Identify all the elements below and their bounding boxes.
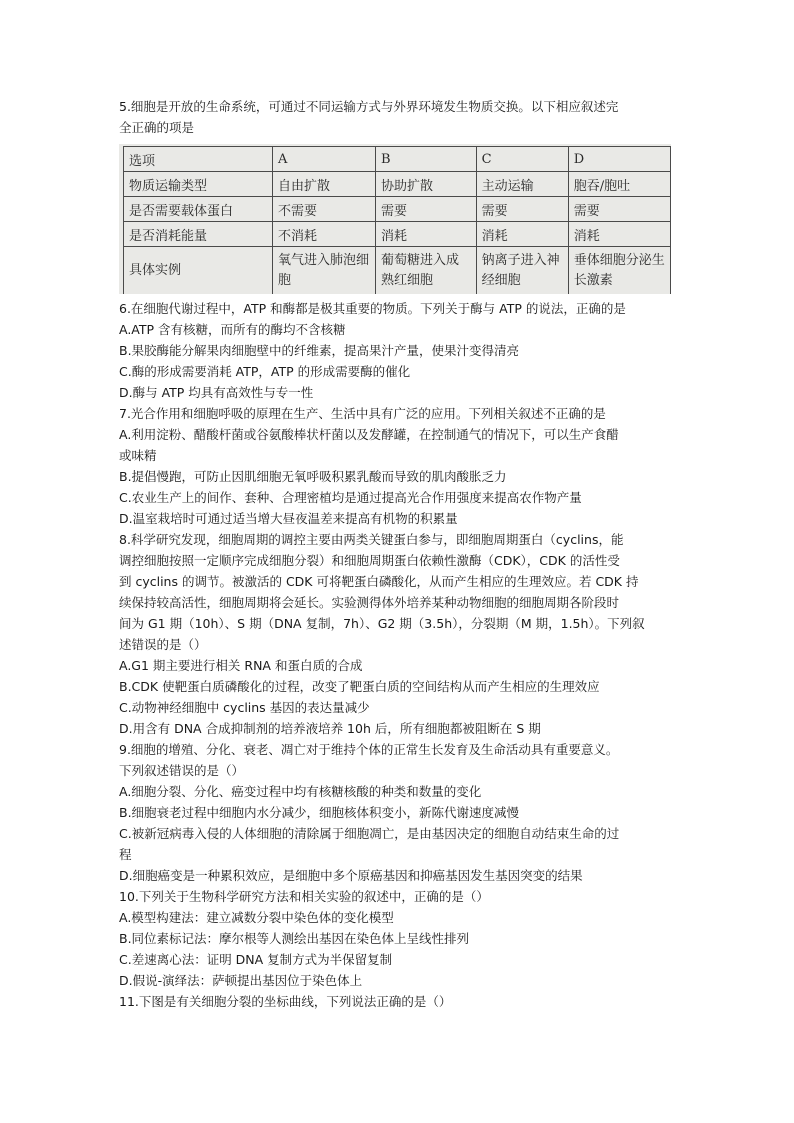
table-cell: 消耗	[376, 222, 477, 247]
text-line: 或味精	[119, 448, 157, 463]
table-cell: 葡萄糖进入成熟红细胞	[376, 247, 477, 295]
text-line: 到 cyclins 的调节。被激活的 CDK 可将靶蛋白磷酸化，从而产生相应的生理效应。若 CDK 持	[119, 574, 639, 589]
text-line: 间为 G1 期（10h）、S 期（DNA 复制，7h）、G2 期（3.5h），分裂期（M 期，1.5h）。下列叙	[119, 616, 645, 631]
text-line: B.细胞衰老过程中细胞内水分减少，细胞核体积变小，新陈代谢速度减慢	[119, 805, 520, 820]
text-line: C.酶的形成需要消耗 ATP，ATP 的形成需要酶的催化	[119, 364, 411, 379]
table-row	[124, 222, 671, 247]
table-cell: 需要	[568, 197, 670, 222]
table-cell: 胞吞/胞吐	[568, 172, 670, 197]
table-header-cell: 选项	[124, 147, 273, 172]
text-line: C.差速离心法：证明 DNA 复制方式为半保留复制	[119, 952, 393, 967]
table-cell: 主动运输	[476, 172, 568, 197]
table-header-cell: D	[568, 147, 670, 172]
text-line: 7.光合作用和细胞呼吸的原理在生产、生活中具有广泛的应用。下列相关叙述不正确的是	[119, 406, 606, 421]
table-cell: 钠离子进入神经细胞	[476, 247, 568, 295]
text-line: 8.科学研究发现，细胞周期的调控主要由两类关键蛋白参与，即细胞周期蛋白（cyclins，能	[119, 532, 624, 547]
table-cell: 不消耗	[273, 222, 376, 247]
document-content	[119, 96, 677, 1012]
table-cell: 需要	[476, 197, 568, 222]
question-5-line-2: 全正确的项是	[119, 120, 195, 135]
text-line: 6.在细胞代谢过程中，ATP 和酶都是极其重要的物质。下列关于酶与 ATP 的说法，正确的是	[119, 301, 626, 316]
table-cell: 氧气进入肺泡细胞	[273, 247, 376, 295]
table-cell: 需要	[376, 197, 477, 222]
table-row	[124, 197, 671, 222]
text-line: C.动物神经细胞中 cyclins 基因的表达量减少	[119, 700, 370, 715]
text-line: A.ATP 含有核糖，而所有的酶均不含核糖	[119, 322, 346, 337]
transport-comparison-table	[123, 146, 671, 294]
text-line: 11.下图是有关细胞分裂的坐标曲线，下列说法正确的是（）	[119, 994, 452, 1009]
table-row	[124, 247, 671, 295]
text-line: C.农业生产上的间作、套种、合理密植均是通过提高光合作用强度来提高农作物产量	[119, 490, 582, 505]
table-header-cell: A	[273, 147, 376, 172]
text-line: A.利用淀粉、醋酸杆菌或谷氨酸棒状杆菌以及发酵罐，在控制通气的情况下，可以生产食醋	[119, 427, 619, 442]
text-line: D.细胞癌变是一种累积效应，是细胞中多个原癌基因和抑癌基因发生基因突变的结果	[119, 868, 583, 883]
table-header-cell: C	[476, 147, 568, 172]
table-cell: 不需要	[273, 197, 376, 222]
text-line: B.CDK 使靶蛋白质磷酸化的过程，改变了靶蛋白质的空间结构从而产生相应的生理效应	[119, 679, 600, 694]
question-text-lines	[119, 298, 677, 1012]
text-line: 10.下列关于生物科学研究方法和相关实验的叙述中，正确的是（）	[119, 889, 489, 904]
text-line: 调控细胞按照一定顺序完成细胞分裂）和细胞周期蛋白依赖性激酶（CDK），CDK 的活性受	[119, 553, 620, 568]
text-line: 程	[119, 847, 132, 862]
question-5-table-photo	[119, 144, 671, 294]
table-cell: 是否需要载体蛋白	[124, 197, 273, 222]
text-line: D.假说-演绎法：萨顿提出基因位于染色体上	[119, 973, 363, 988]
text-line: D.用含有 DNA 合成抑制剂的培养液培养 10h 后，所有细胞都被阻断在 S 期	[119, 721, 541, 736]
table-cell: 协助扩散	[376, 172, 477, 197]
table-cell: 是否消耗能量	[124, 222, 273, 247]
table-cell: 自由扩散	[273, 172, 376, 197]
text-line: B.提倡慢跑，可防止因肌细胞无氧呼吸积累乳酸而导致的肌肉酸胀乏力	[119, 469, 507, 484]
text-line: A.G1 期主要进行相关 RNA 和蛋白质的合成	[119, 658, 363, 673]
table-cell: 具体实例	[124, 247, 273, 295]
table-header-cell: B	[376, 147, 477, 172]
table-row	[124, 172, 671, 197]
text-line: 9.细胞的增殖、分化、衰老、凋亡对于维持个体的正常生长发育及生命活动具有重要意义。	[119, 742, 619, 757]
text-line: B.同位素标记法：摩尔根等人测绘出基因在染色体上呈线性排列	[119, 931, 470, 946]
text-line: 续保持较高活性，细胞周期将会延长。实验测得体外培养某种动物细胞的细胞周期各阶段时	[119, 595, 620, 610]
text-line: 下列叙述错误的是（）	[119, 763, 245, 778]
text-line: B.果胶酶能分解果肉细胞壁中的纤维素，提高果汁产量，使果汁变得清亮	[119, 343, 520, 358]
table-cell: 垂体细胞分泌生长激素	[568, 247, 670, 295]
text-line: C.被新冠病毒入侵的人体细胞的清除属于细胞凋亡，是由基因决定的细胞自动结束生命的过	[119, 826, 620, 841]
text-line: 述错误的是（）	[119, 637, 207, 652]
table-cell: 物质运输类型	[124, 172, 273, 197]
text-line: D.酶与 ATP 均具有高效性与专一性	[119, 385, 314, 400]
text-line: A.细胞分裂、分化、癌变过程中均有核糖核酸的种类和数量的变化	[119, 784, 482, 799]
table-cell: 消耗	[476, 222, 568, 247]
table-header-row	[124, 147, 671, 172]
text-line: D.温室栽培时可通过适当增大昼夜温差来提高有机物的积累量	[119, 511, 458, 526]
question-5-line-1: 5.细胞是开放的生命系统，可通过不同运输方式与外界环境发生物质交换。以下相应叙述完	[119, 99, 619, 114]
table-cell: 消耗	[568, 222, 670, 247]
text-line: A.模型构建法：建立减数分裂中染色体的变化模型	[119, 910, 394, 925]
